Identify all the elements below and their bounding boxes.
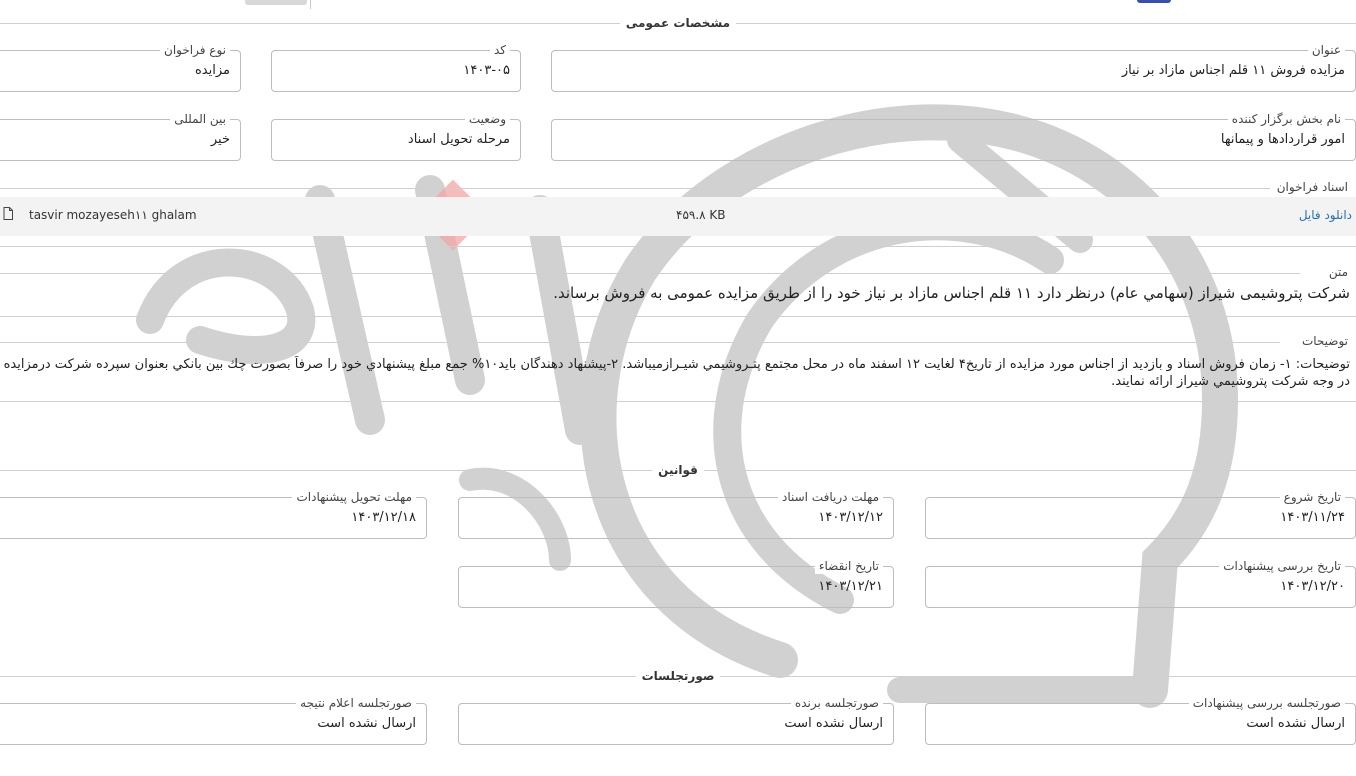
expiry-date-field bbox=[458, 559, 894, 608]
organizer-value: امور قراردادها و پیمانها bbox=[1220, 132, 1345, 147]
documents-label: اسناد فراخوان bbox=[1276, 180, 1348, 194]
organizer-field bbox=[551, 112, 1356, 161]
description-bottom-divider bbox=[0, 401, 1356, 402]
start-date-label: تاریخ شروع bbox=[1280, 489, 1345, 505]
international-value: خیر bbox=[210, 132, 230, 147]
expiry-date-label: تاریخ انقضاء bbox=[815, 558, 883, 574]
status-value: مرحله تحویل اسناد bbox=[407, 132, 510, 147]
text-label: متن bbox=[1328, 265, 1348, 279]
top-divider-fragment bbox=[310, 0, 311, 9]
winner-minutes-value: ارسال نشده است bbox=[784, 716, 883, 731]
result-minutes-field bbox=[0, 696, 427, 745]
winner-minutes-field bbox=[458, 696, 894, 745]
section-general-title: مشخصات عمومی bbox=[625, 16, 731, 30]
review-date-value: ۱۴۰۳/۱۲/۲۰ bbox=[1280, 579, 1345, 594]
documents-divider bbox=[0, 188, 1270, 189]
review-minutes-label: صورتجلسه بررسی پیشنهادات bbox=[1189, 695, 1345, 711]
doc-deadline-label: مهلت دریافت اسناد bbox=[778, 489, 883, 505]
review-date-label: تاریخ بررسی پیشنهادات bbox=[1219, 558, 1345, 574]
text-bottom-divider bbox=[0, 316, 1356, 317]
description-value: توضيحات: ۱- زمان فروش اسناد و بازدید از اجناس مورد مزایده از تاریخ۴ لغايت ۱۲ اسفند ماه در محل مجتمع پتـروشيمي شيـرازميباشد. ۲-پیشنهاد دهندگان بايد۱۰% جمع مبلغ پیشنهادي خود را صرفاً بصورت چك بين بانكي بعنوان سپرده شركت درمزايده در وجه شركت پتروشيمي شيراز ارائه نمايند. bbox=[3, 357, 1350, 389]
status-field bbox=[271, 112, 521, 161]
top-image-fragment bbox=[245, 0, 307, 5]
description-divider bbox=[0, 342, 1280, 343]
doc-deadline-field bbox=[458, 490, 894, 539]
offer-deadline-field bbox=[0, 490, 427, 539]
title-value: مزایده فروش ۱۱ قلم اجناس مازاد بر نیاز bbox=[1121, 63, 1345, 78]
call-type-label: نوع فراخوان bbox=[160, 42, 230, 58]
file-icon bbox=[3, 207, 13, 220]
top-logo-fragment bbox=[1137, 0, 1171, 3]
call-type-value: مزایده bbox=[194, 63, 230, 78]
text-divider bbox=[0, 273, 1300, 274]
title-field bbox=[551, 43, 1356, 92]
download-file-link[interactable]: دانلود فایل bbox=[1298, 208, 1352, 222]
section-minutes-title: صورتجلسات bbox=[641, 669, 715, 683]
call-type-field bbox=[0, 43, 241, 92]
file-size: ۴۵۹.۸ KB bbox=[676, 208, 726, 222]
code-field bbox=[271, 43, 521, 92]
international-label: بین المللی bbox=[170, 111, 230, 127]
section-rules bbox=[0, 461, 1356, 479]
international-field bbox=[0, 112, 241, 161]
section-rules-title: قوانین bbox=[658, 463, 698, 477]
review-minutes-value: ارسال نشده است bbox=[1246, 716, 1345, 731]
code-label: کد bbox=[490, 42, 510, 58]
organizer-label: نام بخش برگزار کننده bbox=[1228, 111, 1345, 127]
doc-deadline-value: ۱۴۰۳/۱۲/۱۲ bbox=[818, 510, 883, 525]
start-date-field bbox=[925, 490, 1356, 539]
offer-deadline-value: ۱۴۰۳/۱۲/۱۸ bbox=[351, 510, 416, 525]
expiry-date-value: ۱۴۰۳/۱۲/۲۱ bbox=[818, 579, 883, 594]
result-minutes-label: صورتجلسه اعلام نتیجه bbox=[296, 695, 416, 711]
text-value: شرکت پتروشیمی شیراز (سهامي عام) درنظر دارد ۱۱ قلم اجناس مازاد بر نیاز خود را از طریق مزایده عمومی به فروش برساند. bbox=[553, 284, 1350, 302]
section-general bbox=[0, 14, 1356, 32]
offer-deadline-label: مهلت تحویل پیشنهادات bbox=[292, 489, 416, 505]
status-label: وضعیت bbox=[465, 111, 510, 127]
code-value: ۱۴۰۳-۰۵ bbox=[463, 63, 510, 78]
description-label: توضیحات bbox=[1301, 334, 1348, 348]
review-minutes-field bbox=[925, 696, 1356, 745]
review-date-field bbox=[925, 559, 1356, 608]
title-label: عنوان bbox=[1308, 42, 1345, 58]
start-date-value: ۱۴۰۳/۱۱/۲۴ bbox=[1280, 510, 1345, 525]
result-minutes-value: ارسال نشده است bbox=[317, 716, 416, 731]
winner-minutes-label: صورتجلسه برنده bbox=[791, 695, 883, 711]
documents-bottom-divider bbox=[0, 246, 1356, 247]
file-name: tasvir mozayeseh۱۱ ghalam bbox=[29, 208, 197, 222]
section-minutes bbox=[0, 667, 1356, 685]
document-row bbox=[0, 197, 1356, 236]
